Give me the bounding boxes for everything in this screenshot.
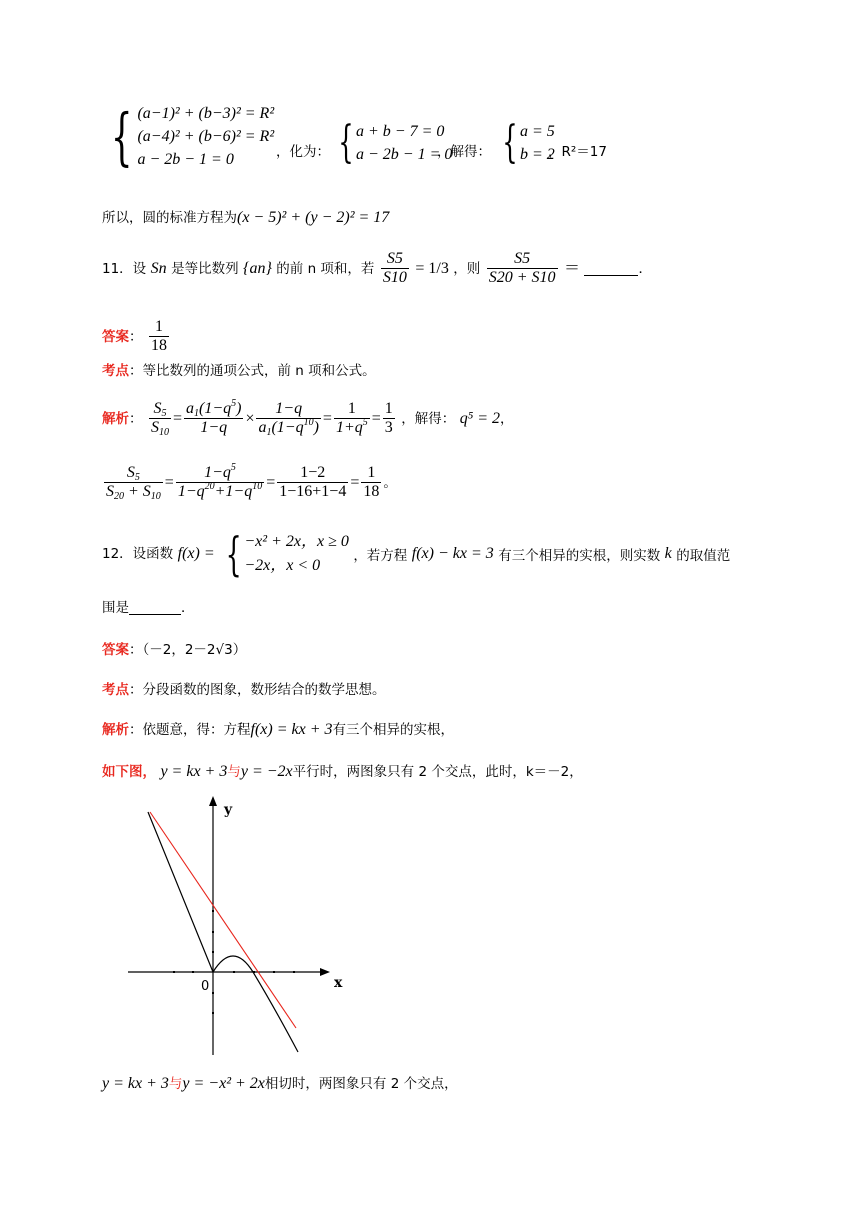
parallel-text: 平行时，两图象只有 2 个交点，此时，k＝－2，: [292, 764, 583, 780]
q12-number: 12．设函数: [102, 546, 174, 562]
reduced-system: [332, 117, 453, 169]
q12-cond: f(x) − kx = 3: [411, 545, 494, 562]
q12-point-label: 考点: [102, 682, 129, 698]
q12-answer-text: ：（－2，2－2√3）: [129, 642, 247, 658]
q11-text3: ，则: [453, 260, 481, 277]
left-brace: {: [502, 117, 518, 169]
bfrac: $\frac{1-q}{a_1(1-q^{10})}$: [258, 400, 319, 439]
q11-point: [102, 359, 376, 379]
left-brace: {: [338, 117, 354, 169]
transform-label: ，化为：: [276, 144, 330, 160]
solution-b: b = 2: [520, 146, 555, 164]
left-brace: {: [110, 99, 133, 173]
q11-q5: q⁵ = 2: [459, 409, 501, 427]
tangent-text: 相切时，两图象只有 2 个交点，: [264, 1076, 458, 1092]
q12-text4: 围是: [102, 600, 129, 616]
q12-piece1: −x² + 2x，x ≥ 0: [244, 533, 349, 550]
q12-answer-blank: [129, 614, 181, 615]
colon: ：: [129, 410, 143, 427]
q11-text2: 的前 n 项和，若: [276, 260, 375, 277]
solution-system: [496, 117, 555, 169]
q11-seq: {an}: [243, 259, 272, 277]
solve-label: ，解得：: [437, 144, 491, 160]
q11-answer-label: 答案: [102, 328, 129, 345]
q12-analysis-text2: 有三个相异的实根，: [332, 722, 454, 738]
q12-k: k: [664, 545, 672, 562]
reduced-eq-2: a − 2b − 1 = 0: [356, 146, 453, 164]
q11-solve-text: ，解得：: [401, 410, 456, 427]
qfrac-num: S5: [487, 250, 558, 269]
q12-answer: [102, 638, 246, 658]
q12-answer-label: 答案: [102, 642, 129, 658]
q11-analysis-line1: 解析： $\frac{S_5}{S_{10}}$ = $\frac{a_1(1-q^5)}{1-q}$ × $\frac{1-q}{a_1(1-q^{10})}$ = $\frac{1}{1+q^5}$ = $\frac{1}{3}$ ，解得： q⁵ = 2，: [102, 398, 514, 439]
equation-system: [137, 102, 274, 172]
question-11: [102, 250, 652, 288]
q11-answer: [102, 318, 171, 356]
left-brace: {: [225, 527, 242, 581]
q12-text2: 有三个相异的实根，则实数: [498, 548, 661, 564]
ratio-den: S10: [382, 269, 407, 287]
q12-line2: [102, 596, 195, 616]
system-eq-3: a − 2b − 1 = 0: [137, 151, 234, 169]
gfrac: $\frac{1-2}{1-16+1-4}$: [279, 464, 347, 501]
origin-label: 0: [201, 979, 210, 994]
red-lead: 如下图，: [102, 764, 156, 780]
q12-piece2: −2x，x < 0: [244, 557, 321, 574]
afrac: $\frac{a_1(1-q^5)}{1-q}$: [185, 398, 242, 437]
q11-question-fraction: [487, 250, 558, 288]
reduced-eq-1: a + b − 7 = 0: [356, 123, 445, 140]
ratio-num: S5: [381, 250, 409, 269]
with2: 与: [168, 1076, 183, 1092]
q11-answer-blank: [584, 275, 638, 276]
q11-sn: Sn: [150, 259, 167, 277]
q12-point: [102, 678, 386, 698]
ffrac: $\frac{1-q^5}{1-q^{20}+1-q^{10}}$: [177, 462, 263, 501]
cfrac: $\frac{1}{1+q^5}$: [335, 400, 368, 437]
tangent-line: [150, 812, 296, 1028]
q11-answer-fraction: [149, 318, 169, 356]
q12-point-text: ：分段函数的图象，数形结合的数学思想。: [129, 682, 386, 698]
q12-tangent-line: [102, 1072, 458, 1093]
q11-number: 11．设: [102, 260, 147, 277]
q11-ratio: [381, 250, 409, 288]
question-12: [102, 527, 731, 581]
q11-text1: 是等比数列: [171, 260, 239, 277]
line-neg-2x: [148, 812, 213, 972]
last-curve: y = −x² + 2x: [182, 1075, 265, 1092]
hfrac: $\frac{1}{18}$: [363, 464, 380, 501]
q11-eq-third: = 1/3: [415, 259, 449, 277]
sfrac: $\frac{S_5}{S_{10}}$: [150, 400, 169, 439]
tick-marks: [173, 910, 295, 1014]
circle-equation-line: [102, 206, 389, 227]
system-eq-2: (a−4)² + (b−6)² = R²: [137, 128, 275, 146]
q12-text1: ，若方程: [353, 548, 408, 564]
q12-end: ．: [181, 600, 195, 616]
q11-end: ．: [638, 260, 652, 277]
q12-parallel-line: [102, 760, 583, 781]
y-label: y: [224, 802, 233, 818]
system-eq-1: (a−1)² + (b−3)² = R²: [137, 105, 275, 122]
answer-den: 18: [150, 337, 167, 355]
line2: y = −2x: [240, 763, 293, 780]
with1: 与: [227, 764, 241, 780]
radius-squared: ，R²＝17: [548, 144, 607, 160]
answer-num: 1: [149, 318, 169, 337]
q12-analysis-eq: f(x) = kx + 3: [250, 721, 333, 738]
q12-analysis-text1: ：依题意，得：方程: [129, 722, 251, 738]
q12-analysis: [102, 718, 454, 739]
function-graph: [118, 790, 358, 1060]
q12-fx: f(x) =: [177, 545, 215, 562]
line1: y = kx + 3: [160, 763, 228, 780]
colon: ：: [129, 328, 143, 345]
circle-equation: (x − 5)² + (y − 2)² = 17: [237, 209, 390, 226]
parabola-curve: [213, 956, 298, 1052]
dfrac: $\frac{1}{3}$: [384, 400, 393, 437]
q12-text3: 的取值范: [676, 548, 731, 564]
q11-point-label: 考点: [102, 363, 129, 379]
x-axis-arrow: [320, 968, 330, 976]
solution-a: a = 5: [520, 123, 555, 140]
q11-comma: ，: [500, 410, 514, 427]
q11-point-text: ：等比数列的通项公式，前 n 项和公式。: [129, 363, 376, 379]
q11-analysis-line2: $\frac{S_5}{S_{20} + S_{10}}$ = $\frac{1-q^5}{1-q^{20}+1-q^{10}}$ = $\frac{1-2}{1-16+1-4}$ = $\frac{1}{18}$ 。: [106, 462, 397, 503]
last-line: y = kx + 3: [102, 1075, 169, 1092]
q11-period: 。: [383, 474, 397, 491]
qfrac-den: S20 + S10: [488, 269, 556, 287]
circle-prefix: 所以，圆的标准方程为: [102, 210, 237, 226]
equation-system-line: [102, 99, 275, 173]
efrac: $\frac{S_5}{S_{20} + S_{10}}$: [106, 464, 161, 503]
x-label: x: [334, 975, 343, 991]
q11-eq: ＝: [563, 259, 580, 277]
q11-analysis-label: 解析: [102, 410, 129, 427]
q12-analysis-label: 解析: [102, 722, 129, 738]
q12-pieces: [244, 530, 348, 578]
y-axis-arrow: [209, 796, 217, 806]
